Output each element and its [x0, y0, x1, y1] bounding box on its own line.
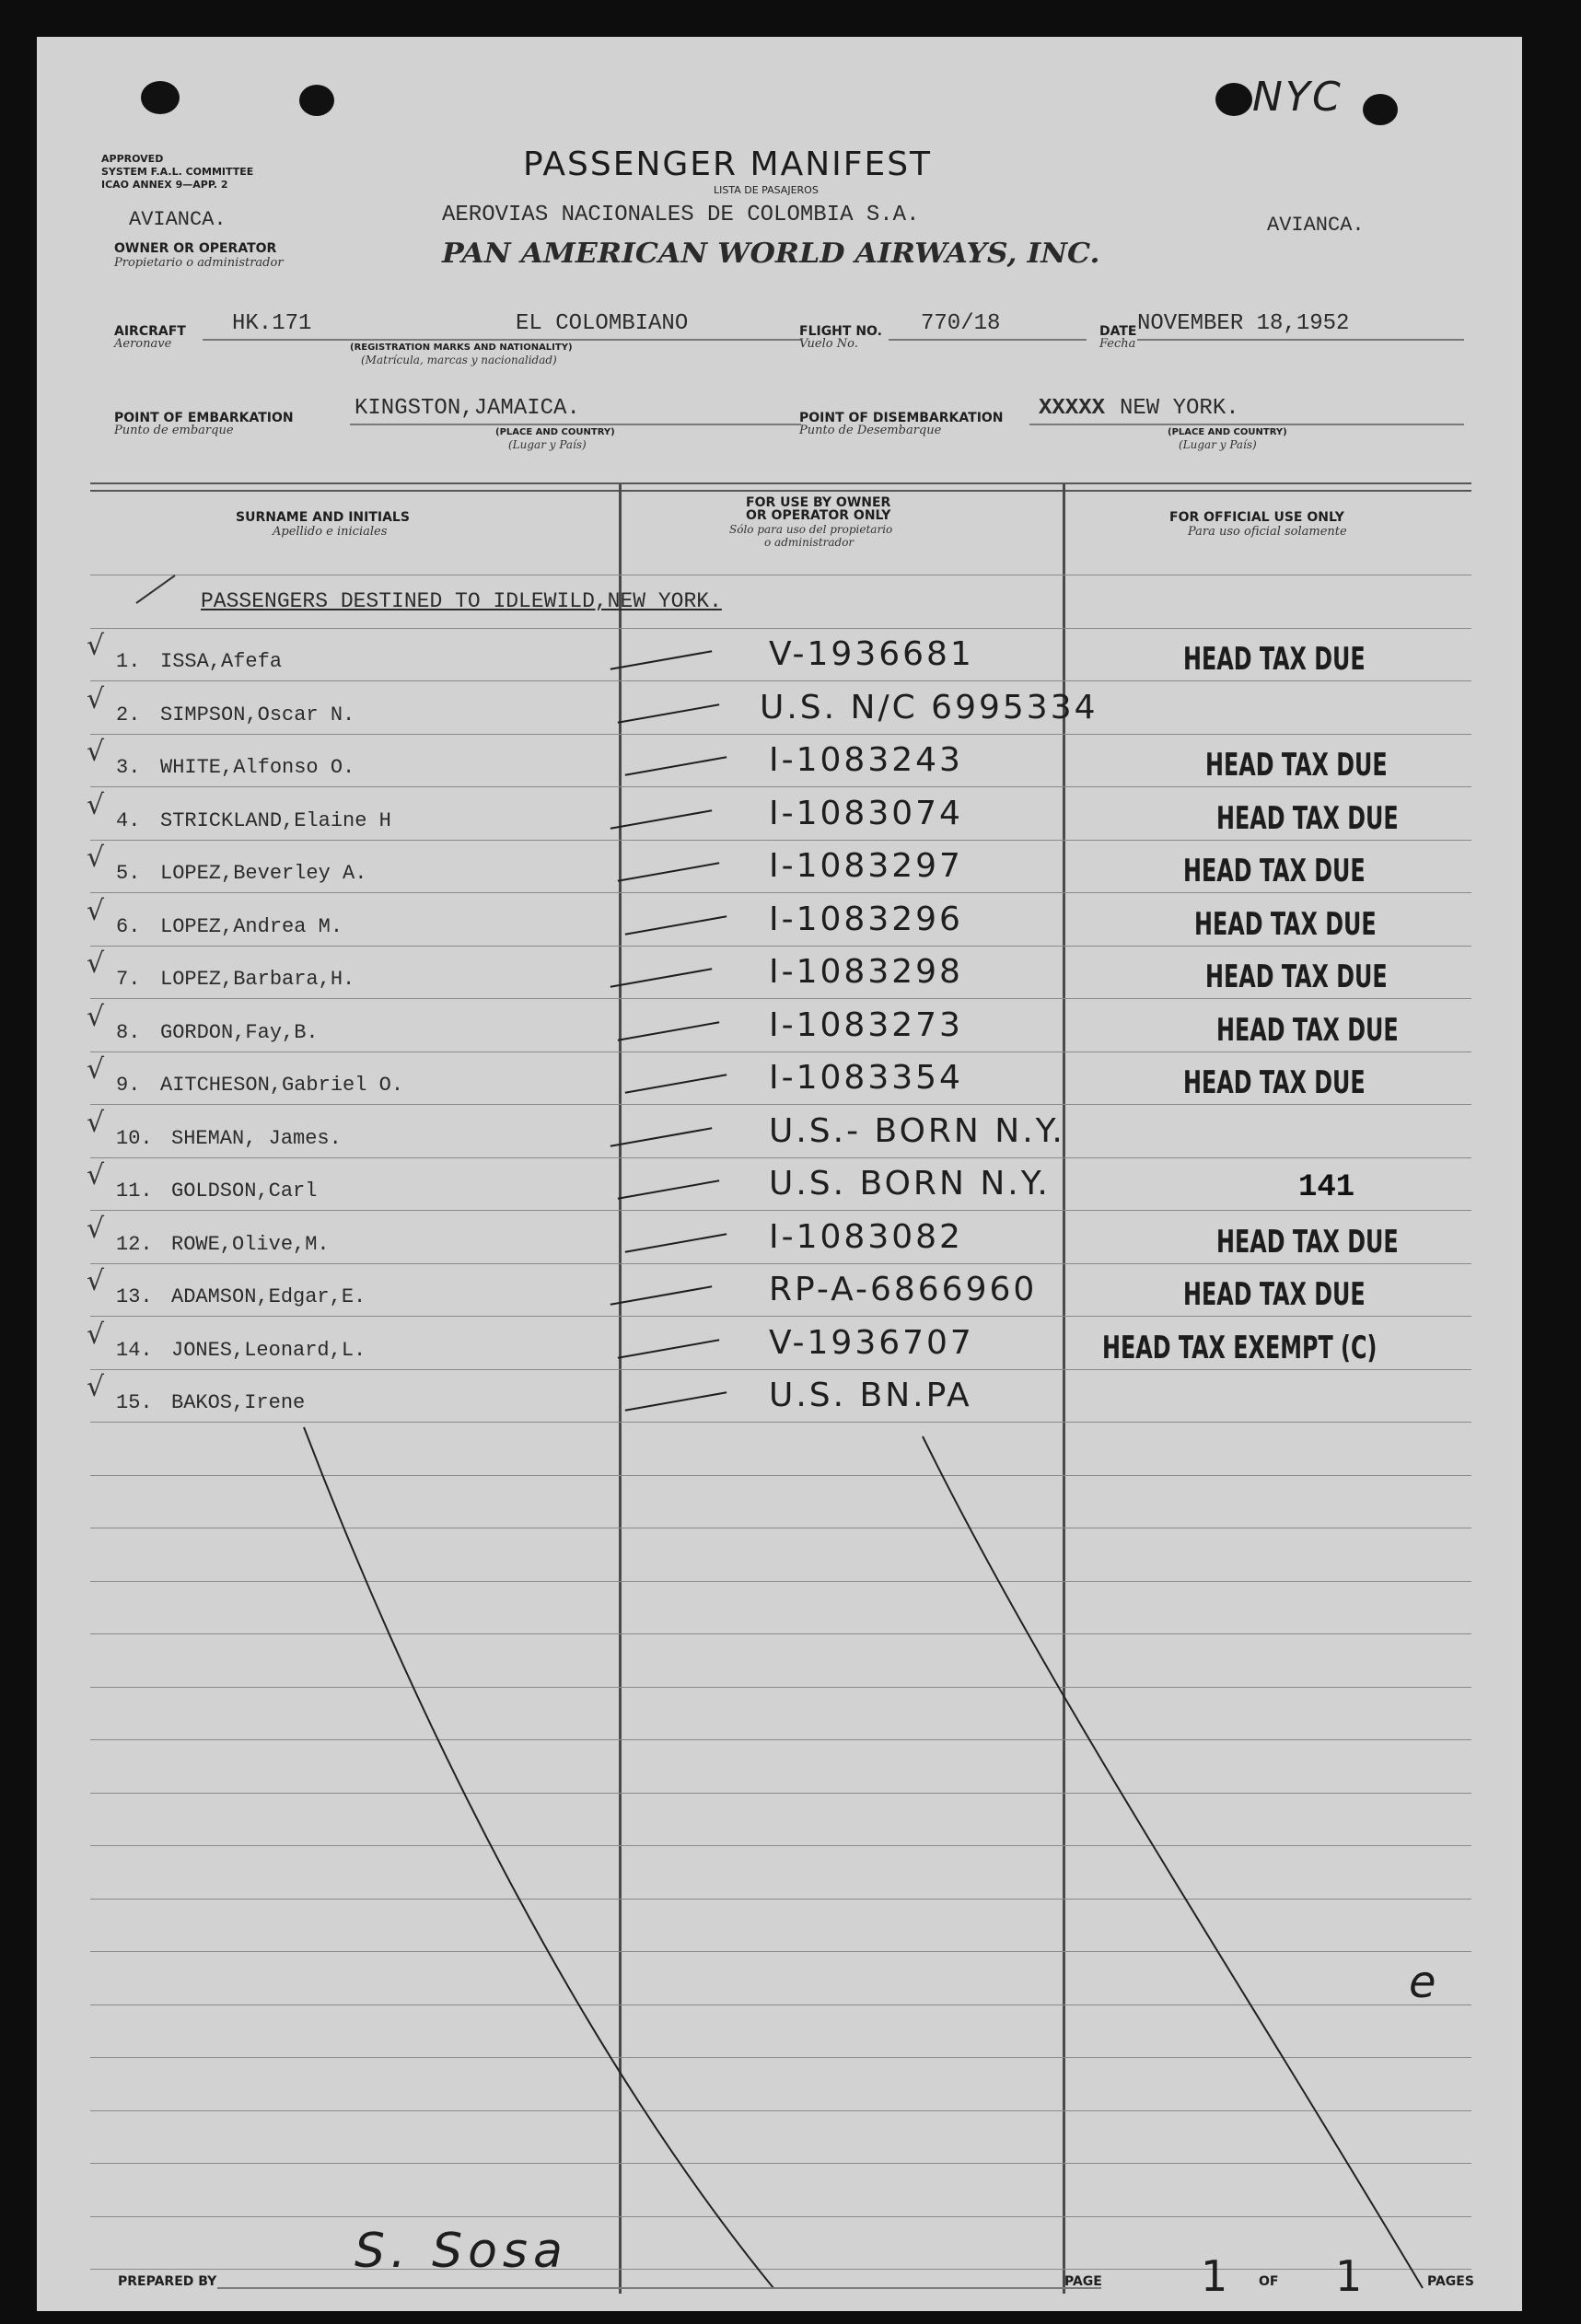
passenger-number: 1.	[116, 650, 141, 673]
passenger-number: 13.	[116, 1285, 153, 1308]
document-number: RP-A-6866960	[769, 1271, 1038, 1308]
passenger-name: ROWE,Olive,M.	[171, 1232, 330, 1256]
embark-label: POINT OF EMBARKATION	[114, 411, 294, 425]
check-mark-icon: √	[87, 1318, 105, 1351]
check-mark-icon: √	[87, 1212, 105, 1245]
head-tax-stamp: HEAD TAX DUE	[1216, 1223, 1399, 1261]
embark-place-note: (PLACE AND COUNTRY)	[495, 427, 615, 437]
ruled-line	[90, 892, 1471, 893]
head-tax-stamp: HEAD TAX DUE	[1205, 959, 1388, 995]
owner-name-left: AVIANCA.	[129, 208, 227, 231]
disembarkation-struck: XXXXX	[1039, 396, 1106, 421]
passenger-number: 7.	[116, 968, 141, 991]
check-mark-icon: √	[87, 788, 105, 821]
pages-label: PAGES	[1427, 2274, 1474, 2289]
passenger-name: GORDON,Fay,B.	[160, 1020, 319, 1044]
passenger-name: STRICKLAND,Elaine H	[160, 808, 391, 832]
check-mark-icon: √	[87, 630, 105, 662]
handwritten-dash	[618, 1021, 720, 1040]
passenger-number: 4.	[116, 808, 141, 832]
page-number: 1	[1201, 2251, 1231, 2301]
check-mark-icon: √	[87, 1000, 105, 1033]
page-label: PAGE	[1064, 2274, 1102, 2289]
document-number: U.S. N/C 6995334	[760, 688, 1099, 726]
initial-mark: e	[1409, 1957, 1439, 2008]
document-number: U.S. BORN N.Y.	[769, 1165, 1051, 1203]
ruled-line	[90, 1316, 1471, 1317]
handwritten-dash	[610, 809, 713, 829]
punch-hole-right-2	[1363, 94, 1398, 125]
flight-label: FLIGHT NO.	[799, 324, 882, 339]
ruled-line	[90, 2163, 1471, 2164]
document-number: I-1083243	[769, 741, 963, 779]
handwritten-dash	[625, 756, 727, 775]
prepared-by-signature: S. Sosa	[355, 2224, 568, 2279]
head-tax-stamp: HEAD TAX DUE	[1216, 799, 1399, 837]
ruled-line	[90, 1104, 1471, 1105]
document-number: I-1083082	[769, 1217, 963, 1256]
passenger-name: BAKOS,Irene	[171, 1391, 306, 1414]
passenger-name: LOPEZ,Beverley A.	[160, 862, 367, 885]
passenger-name: ISSA,Afefa	[160, 650, 283, 673]
approved-line-1: APPROVED	[101, 153, 164, 165]
col-official-header-es: Para uso oficial solamente	[1188, 525, 1347, 539]
official-number: 141	[1298, 1170, 1355, 1205]
handwritten-dash	[618, 703, 720, 723]
passenger-number: 14.	[116, 1338, 153, 1362]
check-mark-icon: √	[87, 947, 105, 980]
passenger-number: 6.	[116, 914, 141, 938]
owner-label: OWNER OR OPERATOR	[114, 241, 277, 256]
ruled-line	[90, 1369, 1471, 1370]
approved-line-2: SYSTEM F.A.L. COMMITTEE	[101, 166, 254, 178]
embark-label-es: Punto de embarque	[114, 424, 234, 437]
handwritten-dash	[610, 1127, 713, 1146]
check-mark-icon: √	[87, 1159, 105, 1191]
passenger-name: JONES,Leonard,L.	[171, 1338, 366, 1362]
passenger-number: 2.	[116, 703, 141, 726]
passenger-name: AITCHESON,Gabriel O.	[160, 1074, 404, 1097]
head-tax-stamp: HEAD TAX DUE	[1216, 1011, 1399, 1049]
passenger-name: LOPEZ,Andrea M.	[160, 914, 343, 938]
document-number: I-1083074	[769, 794, 963, 832]
col-official-header: FOR OFFICIAL USE ONLY	[1169, 510, 1344, 525]
manifest-title-es: LISTA DE PASAJEROS	[714, 184, 819, 196]
document-number: I-1083296	[769, 900, 963, 938]
ruled-line	[90, 1157, 1471, 1158]
embarkation: KINGSTON,JAMAICA.	[355, 396, 580, 421]
passenger-name: ADAMSON,Edgar,E.	[171, 1285, 366, 1308]
check-mark-icon: √	[87, 1265, 105, 1297]
punch-hole-left-2	[299, 85, 334, 116]
ruled-line	[90, 1475, 1471, 1476]
handwritten-dash	[625, 915, 727, 935]
check-mark-icon: √	[87, 842, 105, 874]
ruled-line	[90, 1210, 1471, 1211]
passenger-number: 10.	[116, 1126, 153, 1150]
handwritten-dash	[618, 1339, 720, 1358]
registration-note-es: (Matrícula, marcas y nacionalidad)	[361, 354, 557, 366]
passenger-name: SHEMAN, James.	[171, 1126, 342, 1150]
handwritten-dash	[625, 1391, 727, 1411]
check-mark-icon: √	[87, 1053, 105, 1086]
ruled-line	[90, 2004, 1471, 2005]
ruled-line	[90, 1422, 1471, 1423]
ruled-line	[90, 2216, 1471, 2217]
head-tax-stamp: HEAD TAX DUE	[1194, 905, 1377, 943]
ruled-line	[90, 998, 1471, 999]
head-tax-stamp: HEAD TAX DUE	[1183, 1276, 1366, 1313]
ruled-line	[90, 1845, 1471, 1846]
handwritten-dash	[618, 862, 720, 881]
disembark-label-es: Punto de Desembarque	[799, 424, 942, 437]
owner-label-es: Propietario o administrador	[114, 256, 284, 270]
handwritten-dash	[610, 968, 713, 987]
document-number: V-1936681	[769, 635, 974, 673]
ruled-line	[90, 2057, 1471, 2058]
ruled-line	[90, 734, 1471, 735]
col-owner-header-es-1: Sólo para uso del propietario	[729, 523, 893, 536]
handwritten-dash	[625, 1074, 727, 1093]
column-divider-2	[1063, 484, 1065, 2294]
ruled-line	[90, 786, 1471, 787]
flight-number: 770/18	[921, 311, 1001, 336]
punch-hole-left	[141, 81, 180, 114]
flight-label-es: Vuelo No.	[799, 337, 858, 351]
ruled-line	[90, 1687, 1471, 1688]
document-number: I-1083298	[769, 953, 963, 991]
passenger-number: 8.	[116, 1020, 141, 1044]
passenger-number: 12.	[116, 1232, 153, 1256]
passenger-name: WHITE,Alfonso O.	[160, 756, 355, 779]
passenger-number: 9.	[116, 1074, 141, 1097]
punch-hole-right	[1215, 83, 1252, 116]
ruled-line	[90, 1793, 1471, 1794]
check-mark-icon: √	[87, 1371, 105, 1403]
prepared-by-label: PREPARED BY	[118, 2274, 217, 2289]
ruled-line	[90, 628, 1471, 629]
head-tax-stamp: HEAD TAX DUE	[1183, 641, 1366, 678]
document-number: I-1083273	[769, 1005, 963, 1044]
document-number: U.S. BN.PA	[769, 1377, 972, 1414]
aircraft-name: EL COLOMBIANO	[516, 311, 689, 336]
page-total: 1	[1335, 2251, 1366, 2301]
ruled-line	[90, 946, 1471, 947]
handwritten-dash	[618, 1179, 720, 1199]
ruled-line	[90, 1263, 1471, 1264]
col-surname-header: SURNAME AND INITIALS	[236, 510, 410, 525]
check-mark-icon: √	[87, 736, 105, 768]
disembarkation: NEW YORK.	[1120, 396, 1239, 421]
manifest-page	[37, 37, 1522, 2311]
corner-handwriting: NYC	[1252, 74, 1343, 121]
of-label: OF	[1259, 2274, 1279, 2289]
document-number: U.S.- BORN N.Y.	[769, 1111, 1065, 1150]
passenger-number: 5.	[116, 862, 141, 885]
col-surname-header-es: Apellido e iniciales	[273, 525, 388, 539]
col-owner-header-es-2: o administrador	[764, 536, 854, 549]
handwritten-dash	[610, 1285, 713, 1305]
embark-place-note-es: (Lugar y País)	[508, 438, 587, 451]
passenger-name: LOPEZ,Barbara,H.	[160, 968, 355, 991]
aircraft-label-es: Aeronave	[114, 337, 172, 351]
owner-name-right: AVIANCA.	[1267, 214, 1365, 237]
ruled-line	[90, 1581, 1471, 1582]
col-owner-header-1: FOR USE BY OWNER	[746, 495, 891, 510]
head-tax-stamp: HEAD TAX EXEMPT (C)	[1102, 1329, 1378, 1366]
registration-note: (REGISTRATION MARKS AND NATIONALITY)	[350, 343, 573, 353]
passenger-number: 3.	[116, 756, 141, 779]
ruled-line	[90, 1633, 1471, 1634]
ruled-line	[90, 840, 1471, 841]
aircraft-label: AIRCRAFT	[114, 324, 186, 339]
passenger-name: SIMPSON,Oscar N.	[160, 703, 355, 726]
flight-date: NOVEMBER 18,1952	[1137, 311, 1350, 336]
column-divider-1	[619, 484, 622, 2294]
date-label-es: Fecha	[1099, 337, 1136, 351]
document-number: V-1936707	[769, 1323, 974, 1362]
airline-typed: AEROVIAS NACIONALES DE COLOMBIA S.A.	[442, 203, 920, 227]
document-number: I-1083297	[769, 847, 963, 885]
check-mark-icon: √	[87, 682, 105, 715]
head-tax-stamp: HEAD TAX DUE	[1183, 1064, 1366, 1101]
disembark-place-note: (PLACE AND COUNTRY)	[1168, 427, 1287, 437]
section-heading: PASSENGERS DESTINED TO IDLEWILD,NEW YORK.	[201, 589, 722, 613]
check-mark-icon: √	[87, 894, 105, 927]
document-number: I-1083354	[769, 1059, 963, 1097]
aircraft-reg: HK.171	[232, 311, 312, 336]
head-tax-stamp: HEAD TAX DUE	[1205, 747, 1388, 784]
handwritten-dash	[610, 650, 713, 669]
disembark-place-note-es: (Lugar y País)	[1179, 438, 1257, 451]
ruled-line	[90, 2269, 1471, 2270]
disembark-label: POINT OF DISEMBARKATION	[799, 411, 1004, 425]
passenger-number: 11.	[116, 1179, 153, 1203]
head-tax-stamp: HEAD TAX DUE	[1183, 853, 1366, 889]
handwritten-dash	[625, 1233, 727, 1252]
ruled-line	[90, 1899, 1471, 1900]
passenger-number: 15.	[116, 1391, 153, 1414]
date-label: DATE	[1099, 324, 1137, 339]
ruled-line	[90, 680, 1471, 681]
passenger-name: GOLDSON,Carl	[171, 1179, 318, 1203]
airline-printed: PAN AMERICAN WORLD AIRWAYS, INC.	[442, 238, 1100, 270]
check-mark-icon: √	[87, 1106, 105, 1139]
ruled-line	[90, 1951, 1471, 1952]
ruled-line	[90, 2110, 1471, 2111]
ruled-line	[90, 1739, 1471, 1740]
approved-line-3: ICAO ANNEX 9—APP. 2	[101, 179, 228, 191]
manifest-title: PASSENGER MANIFEST	[523, 145, 933, 183]
col-owner-header-2: OR OPERATOR ONLY	[746, 508, 891, 523]
